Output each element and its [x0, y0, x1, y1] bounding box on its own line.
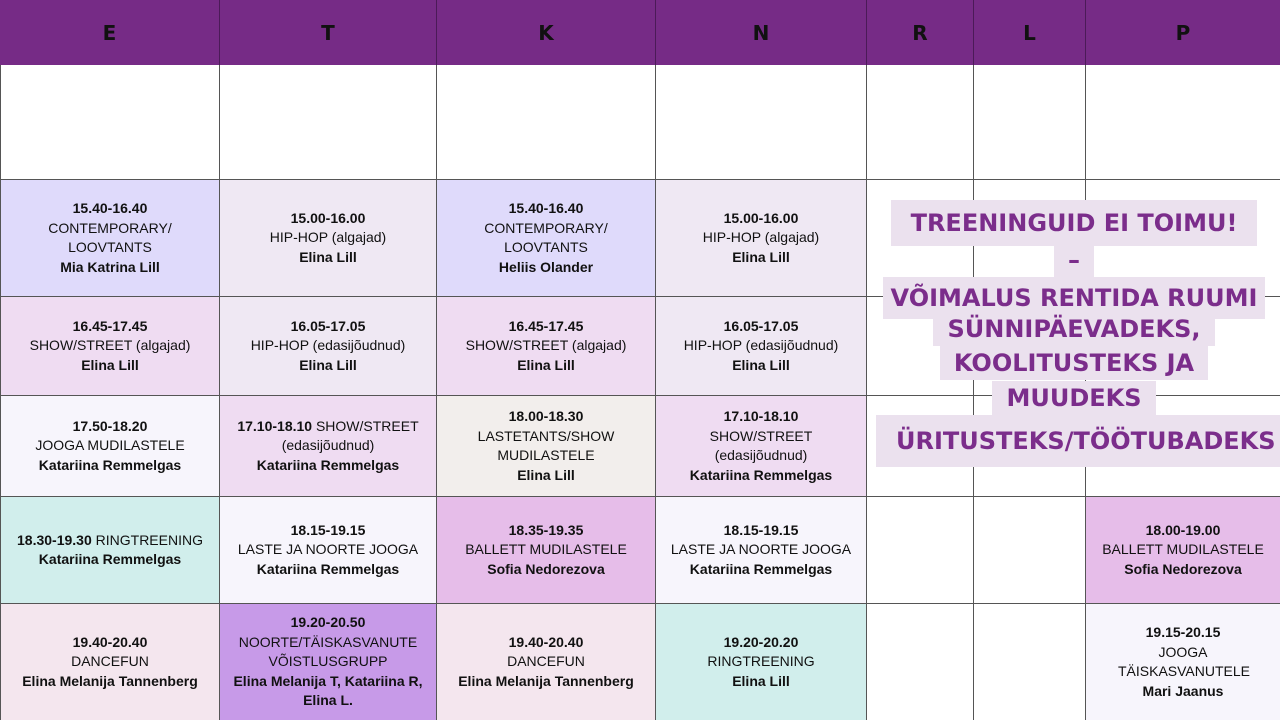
class-time: 16.45-17.45	[72, 317, 148, 334]
class-name: JOOGA MUDILASTELE	[35, 437, 185, 454]
day-label: R	[912, 20, 928, 45]
empty-cell	[437, 65, 656, 180]
class-name: LASTE JA NOORTE JOOGA	[670, 541, 852, 558]
class-time: 18.15-19.15	[723, 521, 799, 538]
day-header-tuesday	[220, 0, 437, 65]
class-name: JOOGA TÄISKASVANUTELE	[1118, 643, 1251, 679]
class-teacher: Elina Lill	[732, 248, 790, 265]
empty-cell	[220, 65, 437, 180]
class-name: DANCEFUN	[507, 653, 585, 670]
class-slot	[1086, 604, 1280, 720]
notice-line: SÜNNIPÄEVADEKS,	[933, 312, 1214, 346]
day-header-monday	[0, 0, 220, 65]
class-name: CONTEMPORARY/ LOOVTANTS	[48, 219, 172, 255]
class-slot	[0, 497, 220, 604]
day-header-sunday	[1086, 0, 1280, 65]
class-teacher: Sofia Nedorezova	[487, 560, 605, 577]
class-teacher: Elina Lill	[732, 672, 790, 689]
class-name: HIP-HOP (algajad)	[269, 229, 387, 246]
class-name: BALLETT MUDILASTELE	[1102, 541, 1264, 558]
empty-cell	[656, 65, 867, 180]
class-time: 15.00-16.00	[290, 209, 366, 226]
class-name: SHOW/STREET (algajad)	[465, 337, 627, 354]
day-header-thursday	[656, 0, 867, 65]
class-name: CONTEMPORARY/ LOOVTANTS	[484, 219, 608, 255]
class-slot	[0, 604, 220, 720]
class-teacher: Mia Katrina Lill	[60, 258, 160, 275]
class-time: 19.20-20.50	[290, 614, 366, 631]
class-slot	[437, 604, 656, 720]
class-teacher: Katariina Remmelgas	[689, 560, 833, 577]
class-slot	[220, 497, 437, 604]
empty-cell	[867, 497, 974, 604]
class-time: 18.35-19.35	[508, 521, 584, 538]
class-slot	[656, 497, 867, 604]
day-label: N	[752, 20, 770, 45]
class-time: 17.50-18.20	[72, 417, 148, 434]
day-header-saturday	[974, 0, 1086, 65]
class-slot	[220, 180, 437, 297]
notice-line: VÕIMALUS RENTIDA RUUMI	[883, 277, 1266, 319]
class-slot	[437, 396, 656, 497]
class-time: 18.15-19.15	[290, 521, 366, 538]
class-time: 15.00-16.00	[723, 209, 799, 226]
class-teacher: Katariina Remmelgas	[38, 551, 182, 567]
class-time: 16.05-17.05	[723, 317, 799, 334]
empty-cell	[867, 65, 974, 180]
class-teacher: Katariina Remmelgas	[689, 466, 833, 483]
day-header-wednesday	[437, 0, 656, 65]
class-teacher: Elina Melanija T, Katariina R, Elina L.	[233, 672, 423, 709]
class-name: SHOW/STREET (edasijõudnud)	[709, 427, 813, 463]
class-time: 19.40-20.40	[72, 633, 148, 650]
day-label: K	[538, 20, 554, 45]
class-name: RINGTREENING	[707, 653, 815, 670]
day-label: P	[1175, 20, 1191, 45]
class-time: 18.00-19.00	[1145, 521, 1221, 538]
class-time-and-name	[226, 417, 430, 456]
class-time-and-name	[17, 531, 203, 551]
class-slot	[437, 180, 656, 297]
class-teacher: Heliis Olander	[498, 258, 594, 275]
class-teacher: Katariina Remmelgas	[256, 456, 400, 473]
class-name: NOORTE/TÄISKASVANUTE VÕISTLUSGRUPP	[238, 633, 418, 670]
class-slot	[220, 297, 437, 396]
class-slot	[0, 297, 220, 396]
class-slot	[656, 180, 867, 297]
class-time: 17.10-18.10	[237, 417, 313, 434]
day-header-friday	[867, 0, 974, 65]
class-name: RINGTREENING	[95, 531, 203, 548]
class-name: LASTETANTS/SHOW MUDILASTELE	[477, 427, 615, 463]
notice-headline: TREENINGUID EI TOIMU!	[891, 200, 1258, 246]
class-time: 16.45-17.45	[508, 317, 584, 334]
class-slot	[0, 396, 220, 497]
class-time: 15.40-16.40	[72, 200, 148, 216]
class-slot	[220, 396, 437, 497]
class-name: HIP-HOP (edasijõudnud)	[683, 337, 839, 354]
class-time: 19.40-20.40	[508, 633, 584, 650]
notice-line: MUUDEKS	[992, 381, 1155, 415]
class-slot	[656, 396, 867, 497]
day-label: L	[1023, 20, 1036, 45]
class-slot	[656, 604, 867, 720]
empty-cell	[0, 65, 220, 180]
closure-notice	[876, 200, 1276, 455]
class-name: LASTE JA NOORTE JOOGA	[237, 541, 419, 558]
class-teacher: Elina Lill	[517, 356, 575, 373]
day-label: E	[102, 20, 117, 45]
class-teacher: Elina Lill	[81, 356, 139, 373]
class-slot	[0, 180, 220, 297]
class-name: DANCEFUN	[71, 653, 149, 670]
class-name: SHOW/STREET (edasijõudnud)	[281, 417, 419, 454]
notice-line: KOOLITUSTEKS JA	[940, 346, 1208, 380]
class-teacher: Elina Melanija Tannenberg	[22, 672, 198, 689]
notice-line: ÜRITUSTEKS/TÖÖTUBADEKS	[876, 415, 1280, 467]
class-name: SHOW/STREET (algajad)	[29, 337, 191, 354]
class-name: HIP-HOP (algajad)	[702, 229, 820, 246]
notice-dash: –	[1054, 243, 1094, 277]
empty-cell	[974, 497, 1086, 604]
empty-cell	[1086, 65, 1280, 180]
empty-cell	[974, 65, 1086, 180]
class-time: 16.05-17.05	[290, 317, 366, 334]
class-teacher: Sofia Nedorezova	[1124, 560, 1242, 577]
class-time: 19.20-20.20	[723, 633, 799, 650]
class-slot	[1086, 497, 1280, 604]
class-teacher: Katariina Remmelgas	[256, 560, 400, 577]
class-slot	[656, 297, 867, 396]
class-slot	[220, 604, 437, 720]
class-time: 17.10-18.10	[723, 408, 799, 424]
class-name: HIP-HOP (edasijõudnud)	[250, 337, 406, 354]
class-slot	[437, 497, 656, 604]
class-time: 19.15-20.15	[1145, 624, 1221, 640]
class-name: BALLETT MUDILASTELE	[465, 541, 627, 558]
class-teacher: Elina Lill	[299, 356, 357, 373]
class-time: 18.30-19.30	[17, 531, 92, 548]
class-teacher: Elina Lill	[299, 248, 357, 265]
class-slot	[437, 297, 656, 396]
class-teacher: Elina Melanija Tannenberg	[458, 672, 634, 689]
class-teacher: Katariina Remmelgas	[38, 456, 182, 473]
class-time: 15.40-16.40	[508, 200, 584, 216]
empty-cell	[867, 604, 974, 720]
class-teacher: Mari Jaanus	[1142, 682, 1224, 699]
class-time: 18.00-18.30	[508, 408, 584, 424]
class-teacher: Elina Lill	[517, 466, 575, 483]
empty-cell	[974, 604, 1086, 720]
class-teacher: Elina Lill	[732, 356, 790, 373]
day-label: T	[321, 20, 335, 45]
